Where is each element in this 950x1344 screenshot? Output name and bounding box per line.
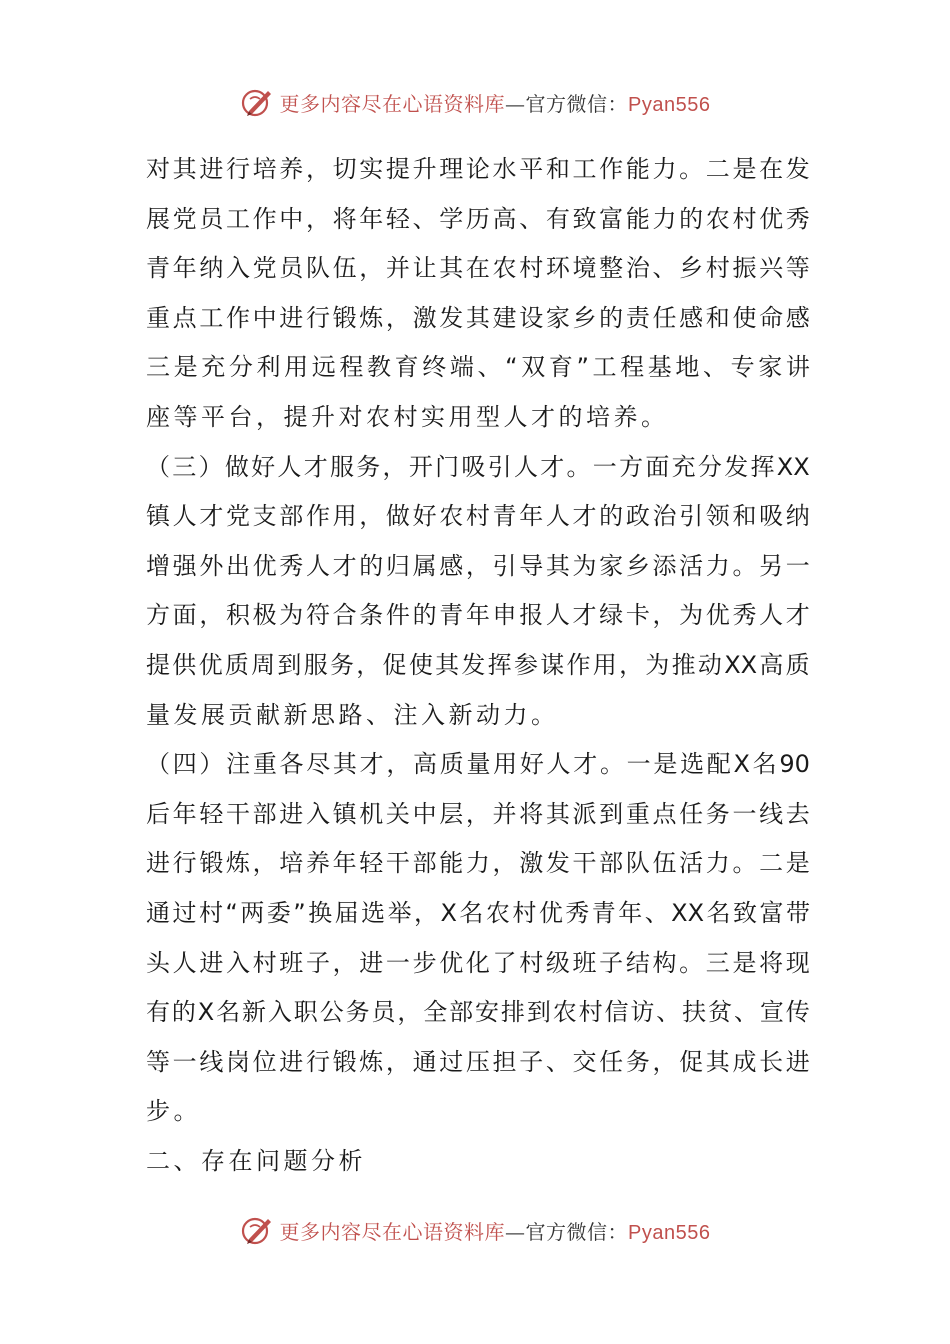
paragraph-line: 量发展贡献新思路、注入新动力。 [146,700,559,729]
pen-logo-icon [240,1213,274,1247]
watermark-separator: — [505,91,526,116]
footer-watermark-banner [0,1210,950,1250]
paragraph-line: 展 党 员 工 作 中 ， 将 年 轻 、 学 历 高 、 有 致 富 能 力 的 农 村 优 秀 [146,204,810,233]
watermark-separator: — [505,1219,526,1244]
paragraph-line: （ 四 ） 注 重 各 尽 其 才 ， 高 质 量 用 好 人 才 。 一 是 选 配 X 名 90 [146,750,810,779]
watermark-wechat-id: Pyan556 [628,93,711,116]
paragraph-line: 青 年 纳 入 党 员 队 伍 ， 并 让 其 在 农 村 环 境 整 治 、 乡 村 振 兴 等 [146,254,810,283]
pen-logo-icon [240,85,274,119]
watermark-text [280,88,711,117]
paragraph-line: 通 过 村 “ 两 委 ” 换 届 选 举 ， X 名 农 村 优 秀 青 年 、 XX 名 致 富 带 [146,898,810,927]
paragraph-line: 重 点 工 作 中 进 行 锻 炼 ， 激 发 其 建 设 家 乡 的 责 任 感 和 使 命 感 [146,303,810,332]
watermark-wechat-id: Pyan556 [628,1221,711,1244]
header-watermark-banner [0,82,950,122]
paragraph-line: 有 的 X 名 新 入 职 公 务 员 ， 全 部 安 排 到 农 村 信 访 、 扶 贫 、 宣 传 [146,998,810,1027]
paragraph-line: 二、存在问题分析 [146,1146,366,1175]
watermark-text [280,1216,711,1245]
paragraph-line: 后 年 轻 干 部 进 入 镇 机 关 中 层 ， 并 将 其 派 到 重 点 任 务 一 线 去 [146,799,810,828]
paragraph-line: 步。 [146,1097,201,1126]
paragraph-line: 三 是 充 分 利 用 远 程 教 育 终 端 、 “ 双 育 ” 工 程 基 地 、 专 家 讲 [146,353,810,382]
paragraph-line: 增 强 外 出 优 秀 人 才 的 归 属 感 ， 引 导 其 为 家 乡 添 活 力 。 另 一 [146,551,810,580]
paragraph-line: 对 其 进 行 培 养 ， 切 实 提 升 理 论 水 平 和 工 作 能 力 。 二 是 在 发 [146,155,810,183]
watermark-wechat-label: 官方微信： [525,91,629,116]
watermark-wechat-label: 官方微信： [525,1219,629,1244]
paragraph-line: （ 三 ） 做 好 人 才 服 务 ， 开 门 吸 引 人 才 。 一 方 面 充 分 发 挥 XX [146,452,810,481]
paragraph-line: 提 供 优 质 周 到 服 务 ， 促 使 其 发 挥 参 谋 作 用 ， 为 推 动 XX 高 质 [146,650,810,679]
paragraph-line: 方 面 ， 积 极 为 符 合 条 件 的 青 年 申 报 人 才 绿 卡 ， 为 优 秀 人 才 [146,601,810,630]
paragraph-line: 进 行 锻 炼 ， 培 养 年 轻 干 部 能 力 ， 激 发 干 部 队 伍 活 力 。 二 是 [146,849,810,878]
watermark-brand: 更多内容尽在心语资料库 [279,91,506,116]
paragraph-line: 座等平台，提升对农村实用型人才的培养。 [146,402,669,431]
document-body [146,145,810,1186]
paragraph-line: 等 一 线 岗 位 进 行 锻 炼 ， 通 过 压 担 子 、 交 任 务 ， 促 其 成 长 进 [146,1047,810,1076]
watermark-brand: 更多内容尽在心语资料库 [279,1219,506,1244]
paragraph-line: 镇 人 才 党 支 部 作 用 ， 做 好 农 村 青 年 人 才 的 政 治 引 领 和 吸 纳 [146,502,810,531]
paragraph-line: 头 人 进 入 村 班 子 ， 进 一 步 优 化 了 村 级 班 子 结 构 。 三 是 将 现 [146,948,810,977]
